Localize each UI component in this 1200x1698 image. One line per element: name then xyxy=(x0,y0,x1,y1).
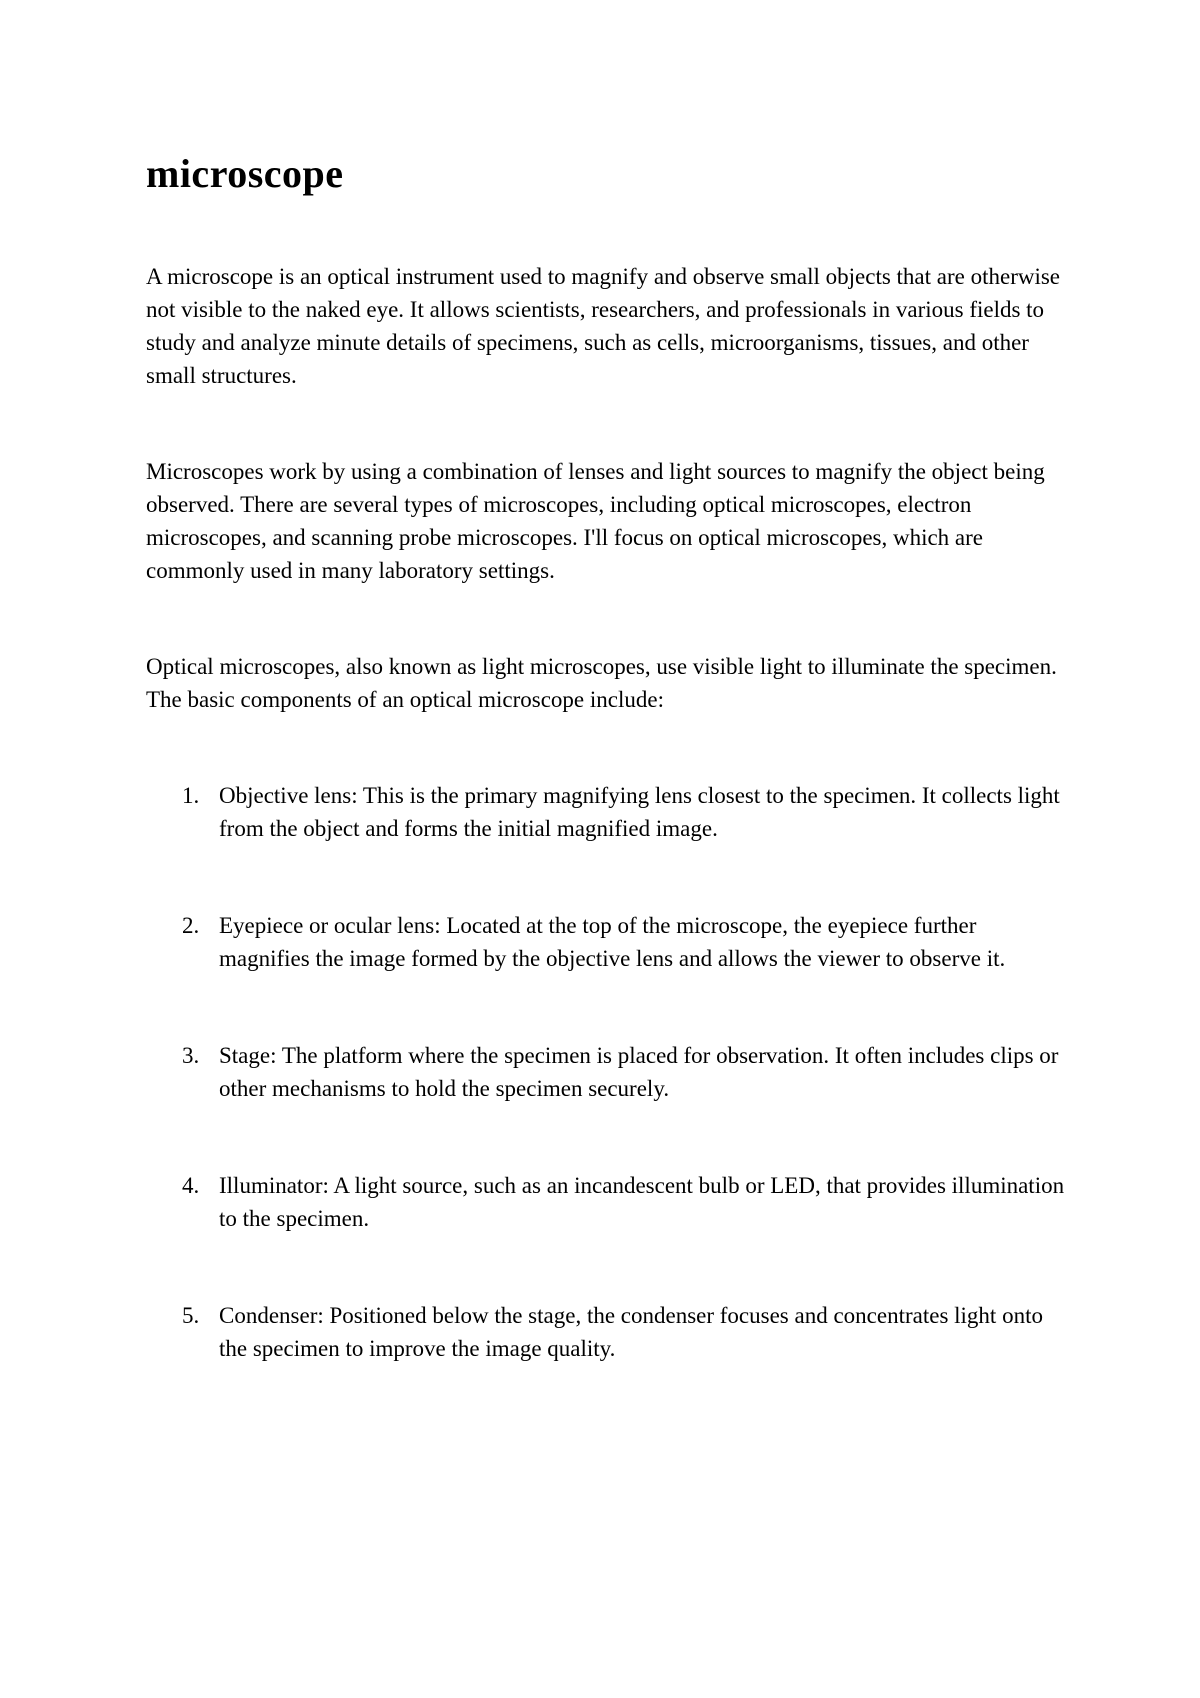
optical-microscopes-paragraph: Optical microscopes, also known as light microscopes, use visible light to illuminate the specimen. The basic components of an optical microscope include: xyxy=(146,654,1057,712)
list-item-text: Objective lens: This is the primary magnifying lens closest to the specimen. It collects light from the object and forms the initial magnified image. xyxy=(219,783,1060,841)
how-it-works-paragraph: Microscopes work by using a combination of lenses and light sources to magnify the object being observed. There are several types of microscopes, including optical microscopes, electron microscopes, and scanning probe microscopes. I'll focus on optical microscopes, which are commonly used in many laboratory settings. xyxy=(146,459,1045,583)
document-title: microscope xyxy=(146,151,344,196)
list-item-number: 4. xyxy=(182,1173,200,1198)
list-item-text: Stage: The platform where the specimen is placed for observation. It often includes clips or other mechanisms to hold the specimen securely. xyxy=(219,1043,1059,1101)
list-item-number: 2. xyxy=(182,913,200,938)
components-list xyxy=(146,779,1066,1365)
list-item-number: 1. xyxy=(182,783,200,808)
list-item-text: Condenser: Positioned below the stage, the condenser focuses and concentrates light onto the specimen to improve the image quality. xyxy=(219,1303,1043,1361)
list-item xyxy=(146,1299,1066,1365)
list-item xyxy=(146,1039,1066,1105)
intro-paragraph: A microscope is an optical instrument used to magnify and observe small objects that are otherwise not visible to the naked eye. It allows scientists, researchers, and professionals in various fields to study and analyze minute details of specimens, such as cells, microorganisms, tissues, and other small structures. xyxy=(146,264,1061,388)
list-item xyxy=(146,779,1066,845)
list-item xyxy=(146,1169,1066,1235)
list-item-text: Eyepiece or ocular lens: Located at the top of the microscope, the eyepiece further magnifies the image formed by the objective lens and allows the viewer to observe it. xyxy=(219,913,1006,971)
list-item xyxy=(146,909,1066,975)
list-item-text: Illuminator: A light source, such as an incandescent bulb or LED, that provides illumination to the specimen. xyxy=(219,1173,1065,1231)
document-body xyxy=(146,150,1066,1365)
list-item-number: 3. xyxy=(182,1043,200,1068)
list-item-number: 5. xyxy=(182,1303,200,1328)
